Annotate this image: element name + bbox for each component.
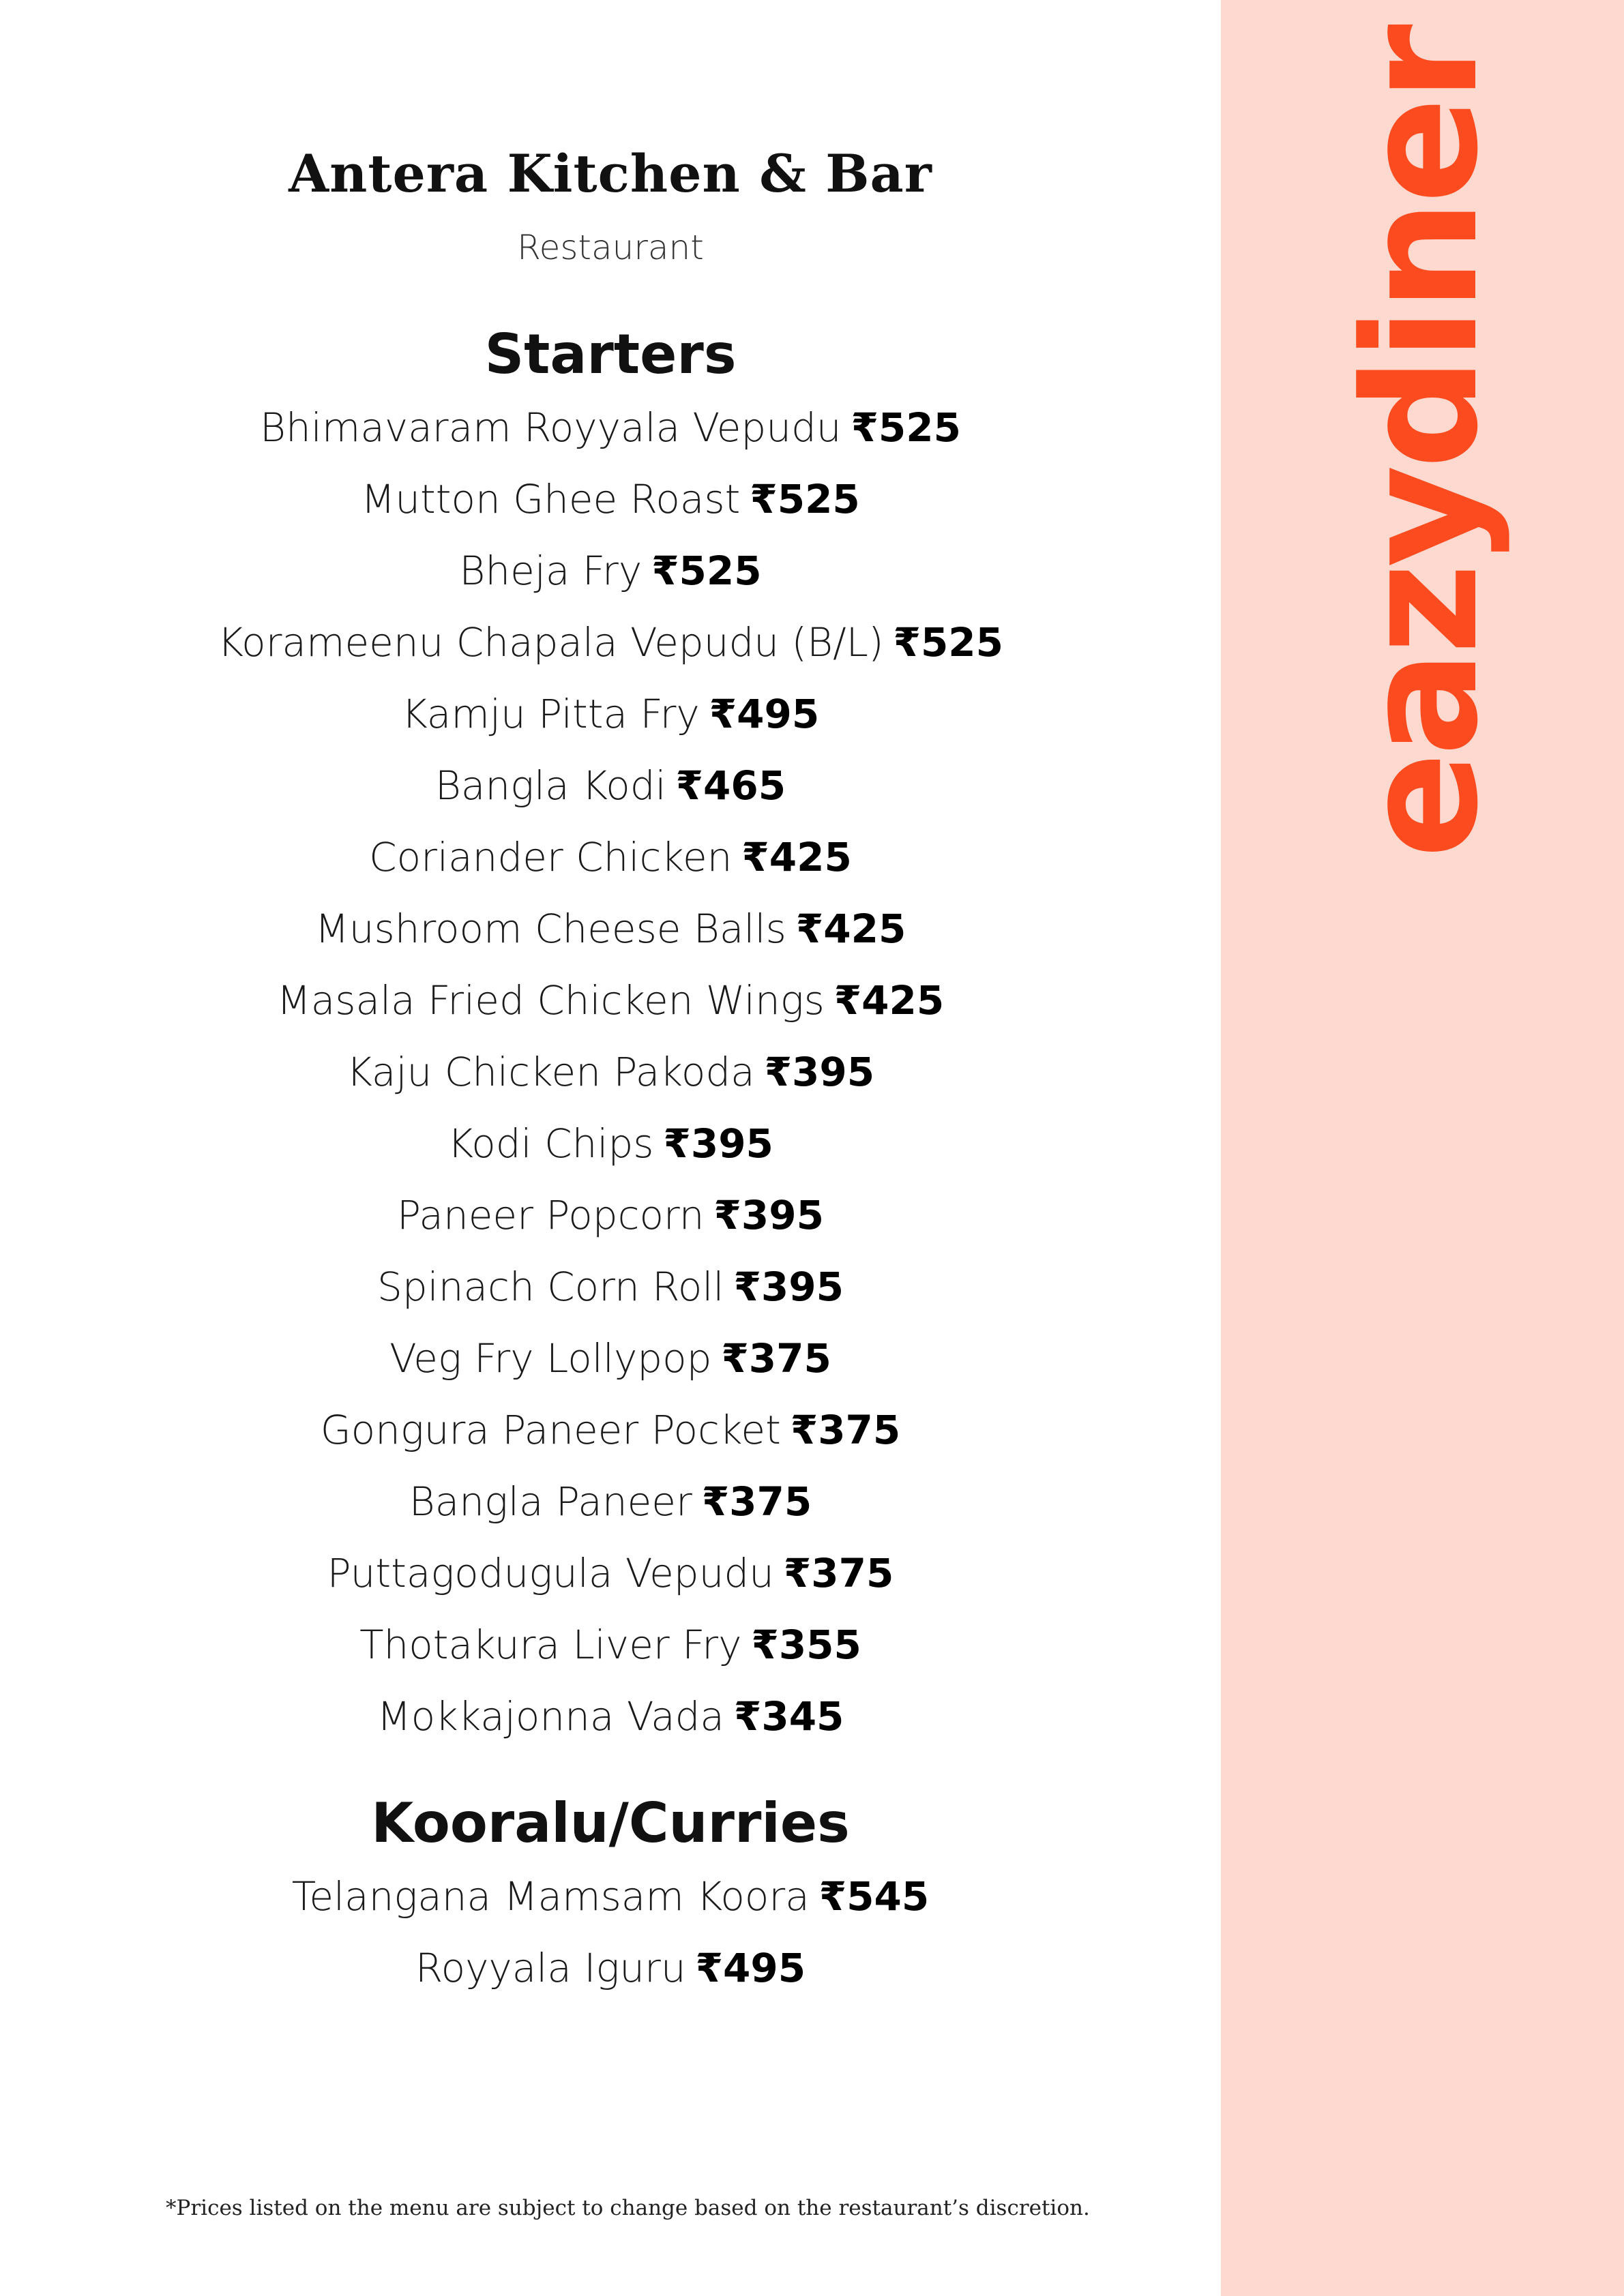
menu-item-price: ₹345 [733, 1693, 844, 1740]
section-starters [0, 320, 1221, 1753]
menu-item [0, 464, 1221, 535]
menu-item-price: ₹375 [790, 1407, 901, 1453]
menu-item-name: Mutton Ghee Roast [361, 476, 741, 522]
menu-item-name: Kamju Pitta Fry [401, 691, 700, 737]
menu-item-price: ₹545 [818, 1873, 930, 1920]
menu-item-name: Royyala Iguru [415, 1945, 686, 1991]
menu-item-price: ₹495 [695, 1945, 806, 1991]
menu-item [0, 965, 1221, 1037]
menu-item-name: Bangla Paneer [409, 1478, 692, 1525]
restaurant-type: Restaurant [517, 228, 704, 267]
menu-item-name: Veg Fry Lollypop [389, 1335, 712, 1382]
menu-item-name: Masala Fried Chicken Wings [276, 977, 825, 1024]
menu-item [0, 1251, 1221, 1323]
menu-item [0, 1861, 1221, 1933]
menu-item [0, 535, 1221, 607]
menu-item-price: ₹375 [783, 1550, 894, 1596]
menu-item [0, 893, 1221, 965]
menu-item-name: Gongura Paneer Pocket [320, 1407, 781, 1453]
menu-item-name: Coriander Chicken [369, 834, 733, 880]
menu-item [0, 1037, 1221, 1108]
menu-item [0, 1466, 1221, 1538]
menu-item [0, 1538, 1221, 1609]
menu-item [0, 1323, 1221, 1395]
menu-item [0, 750, 1221, 822]
menu-item [0, 392, 1221, 464]
menu-item-price: ₹525 [750, 476, 860, 522]
brand-logo: eazydiner [1331, 28, 1513, 859]
menu-item-name: Telangana Mamsam Koora [291, 1873, 810, 1920]
menu-item [0, 1609, 1221, 1681]
menu-item [0, 1180, 1221, 1251]
menu-item [0, 607, 1221, 679]
menu-item-name: Spinach Corn Roll [377, 1264, 724, 1310]
brand-panel [1221, 0, 1624, 2296]
menu-item-name: Bangla Kodi [434, 762, 666, 809]
menu-item-price: ₹465 [675, 762, 786, 809]
menu-item-name: Kodi Chips [447, 1120, 654, 1167]
menu-item-price: ₹425 [741, 834, 852, 880]
menu-item-price: ₹395 [764, 1049, 875, 1095]
menu-item [0, 1681, 1221, 1753]
menu-item-price: ₹525 [893, 619, 1004, 666]
restaurant-name: Antera Kitchen & Bar [289, 143, 932, 204]
menu-item-name: Bheja Fry [459, 548, 643, 594]
menu-items-list [0, 1861, 1221, 2004]
menu-item-price: ₹395 [713, 1192, 824, 1238]
menu-item-price: ₹425 [795, 906, 906, 952]
menu-item-name: Mokkajonna Vada [377, 1693, 724, 1740]
menu-item-price: ₹375 [701, 1478, 812, 1525]
menu-items-list [0, 392, 1221, 1753]
menu-item-price: ₹395 [733, 1264, 844, 1310]
menu-item-price: ₹525 [651, 548, 762, 594]
section-heading: Starters [484, 323, 737, 386]
menu-item-price: ₹375 [721, 1335, 831, 1382]
menu-item-name: Bhimavaram Royyala Vepudu [260, 404, 842, 451]
menu-item-price: ₹525 [851, 404, 961, 451]
section-heading: Kooralu/Curries [371, 1791, 850, 1855]
menu-item-price: ₹355 [751, 1622, 861, 1668]
menu-item-name: Puttagodugula Vepudu [327, 1550, 774, 1596]
menu-item-name: Thotakura Liver Fry [359, 1622, 742, 1668]
menu-item-price: ₹425 [833, 977, 945, 1024]
menu-item [0, 1108, 1221, 1180]
menu-item [0, 679, 1221, 750]
menu-item-name: Mushroom Cheese Balls [314, 906, 786, 952]
menu-item-name: Paneer Popcorn [397, 1192, 705, 1238]
menu-item-name: Kaju Chicken Pakoda [346, 1049, 755, 1095]
menu-item [0, 822, 1221, 893]
menu-item-price: ₹495 [709, 691, 820, 737]
menu-item [0, 1933, 1221, 2004]
price-disclaimer: *Prices listed on the menu are subject to change based on the restaurant’s discretion. [166, 2196, 1090, 2220]
menu-item [0, 1395, 1221, 1466]
section-curries [0, 1789, 1221, 2004]
menu-item-name: Korameenu Chapala Vepudu (B/L) [217, 619, 884, 666]
menu-item-price: ₹395 [663, 1120, 773, 1167]
